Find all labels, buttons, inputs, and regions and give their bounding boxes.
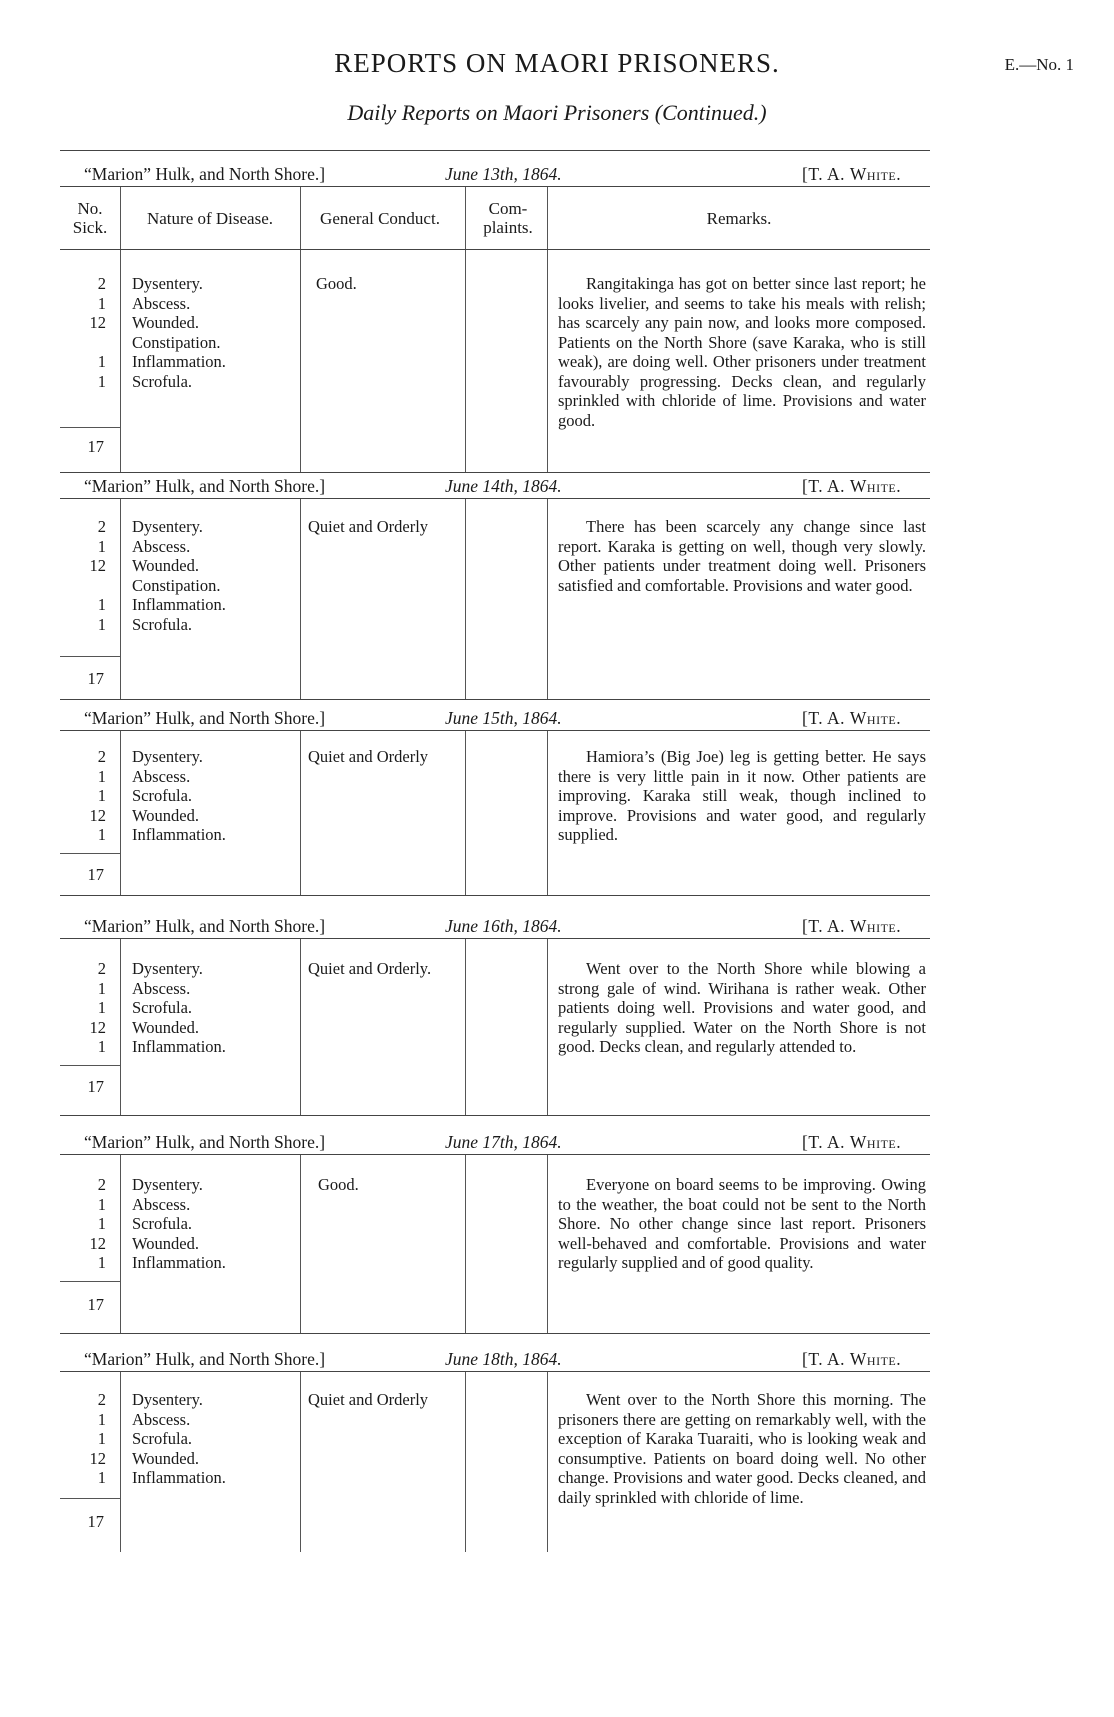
remarks-text: Rangitakinga has got on better since last report; he looks livelier, and seems to take his meals with relish; has scarcely any pain now, and looks more composed. Patients on the North Shore (save Karaka, who is still weak), are doing well. Other prisoners under treatment favourably progressing. Decks clean, and regularly sprinkled with chloride of lime. Provisions and water good. [558, 274, 926, 430]
report-june-15 [60, 704, 930, 896]
report-body [60, 730, 930, 896]
total-sick: 17 [87, 1077, 104, 1096]
report-location: “Marion” Hulk, and North Shore.] [84, 1132, 326, 1152]
report-header [60, 472, 930, 498]
report-location: “Marion” Hulk, and North Shore.] [84, 708, 326, 728]
report-body [60, 1371, 930, 1552]
report-header [60, 704, 930, 730]
total-sick: 17 [87, 865, 104, 884]
report-date: June 17th, 1864. [445, 1132, 562, 1152]
report-june-14 [60, 472, 930, 700]
report-date: June 13th, 1864. [445, 164, 562, 184]
sick-counts: 2 1 12 1 1 [89, 517, 106, 634]
report-location: “Marion” Hulk, and North Shore.] [84, 916, 326, 936]
disease-list: Dysentery. Abscess. Scrofula. Wounded. Inflammation. [132, 959, 226, 1056]
general-conduct: Quiet and Orderly. [308, 959, 432, 978]
report-body [60, 1154, 930, 1334]
total-sick: 17 [87, 437, 104, 456]
report-date: June 15th, 1864. [445, 708, 562, 728]
general-conduct: Quiet and Orderly [308, 1390, 429, 1409]
col-no-sick: No. Sick. [72, 199, 108, 237]
report-officer: [T. A. White. [802, 1132, 902, 1152]
remarks-text: Went over to the North Shore this morning. The prisoners there are getting on remarkably well, with the exception of Karaka Tuaraiti, who is looking weak and consumptive. Patients on board doing well. No other change. Provisions and water good. Decks cleaned, and daily sprinkled with chloride of lime. [558, 1390, 926, 1507]
disease-list: Dysentery. Abscess. Wounded. Constipation. Inflammation. Scrofula. [132, 517, 226, 634]
general-conduct: Good. [318, 1175, 359, 1194]
report-header [60, 160, 930, 186]
report-header [60, 1128, 930, 1154]
sick-counts: 2 1 1 12 1 [89, 1175, 106, 1272]
report-june-13 [60, 160, 930, 473]
total-sick: 17 [87, 1295, 104, 1314]
report-june-18 [60, 1345, 930, 1552]
report-officer: [T. A. White. [802, 164, 902, 184]
disease-list: Dysentery. Abscess. Wounded. Constipation. Inflammation. Scrofula. [132, 274, 226, 391]
remarks-text: Hamiora’s (Big Joe) leg is getting better. He says there is very little pain in it now. Other patients are improving. Karaka still weak, though inclined to improve. Provisions and water good, and regularly supplied. [558, 747, 926, 844]
report-location: “Marion” Hulk, and North Shore.] [84, 476, 326, 496]
report-officer: [T. A. White. [802, 476, 902, 496]
report-header [60, 1345, 930, 1371]
sick-counts: 2 1 12 1 1 [89, 274, 106, 391]
report-body [60, 250, 930, 473]
remarks-text: There has been scarcely any change since last report. Karaka is getting on well, though very slowly. Other patients under treatment doing well. Prisoners satisfied and comfortable. Provisions and water good. [558, 517, 926, 595]
col-general-conduct: General Conduct. [320, 208, 440, 228]
report-header [60, 912, 930, 938]
remarks-text: Everyone on board seems to be improving. Owing to the weather, the boat could not be sent to the North Shore. No other change since last report. Prisoners well-behaved and comfortable. Provisions and water regularly supplied and of good quality. [558, 1175, 926, 1272]
remarks-text: Went over to the North Shore while blowing a strong gale of wind. Wirihana is rather weak. Other patients doing well. Provisions and water good, and regularly supplied. Water on the North Shore is not good. Decks clean, and regularly attended to. [558, 959, 926, 1056]
report-body [60, 938, 930, 1116]
report-officer: [T. A. White. [802, 916, 902, 936]
report-officer: [T. A. White. [802, 708, 902, 728]
report-date: June 18th, 1864. [445, 1349, 562, 1369]
total-sick: 17 [87, 1512, 104, 1531]
report-date: June 16th, 1864. [445, 916, 562, 936]
report-june-16 [60, 912, 930, 1116]
report-officer: [T. A. White. [802, 1349, 902, 1369]
column-headers [60, 186, 930, 250]
general-conduct: Quiet and Orderly [308, 747, 429, 766]
document-reference: E.—No. 1 [1004, 55, 1074, 74]
report-body [60, 498, 930, 700]
general-conduct: Quiet and Orderly [308, 517, 429, 536]
sick-counts: 2 1 1 12 1 [89, 747, 106, 844]
top-rule [60, 150, 930, 151]
general-conduct: Good. [316, 274, 357, 293]
report-june-17 [60, 1128, 930, 1334]
disease-list: Dysentery. Abscess. Scrofula. Wounded. Inflammation. [132, 747, 226, 844]
page-subtitle: Daily Reports on Maori Prisoners (Continued.) [347, 100, 767, 125]
sick-counts: 2 1 1 12 1 [89, 959, 106, 1056]
report-location: “Marion” Hulk, and North Shore.] [84, 1349, 326, 1369]
report-location: “Marion” Hulk, and North Shore.] [84, 164, 326, 184]
report-date: June 14th, 1864. [445, 476, 562, 496]
col-remarks: Remarks. [706, 208, 772, 228]
sick-counts: 2 1 1 12 1 [89, 1390, 106, 1487]
disease-list: Dysentery. Abscess. Scrofula. Wounded. Inflammation. [132, 1175, 226, 1272]
disease-list: Dysentery. Abscess. Scrofula. Wounded. Inflammation. [132, 1390, 226, 1487]
total-sick: 17 [87, 669, 104, 688]
col-complaints: Com- plaints. [483, 199, 533, 237]
col-nature-of-disease: Nature of Disease. [146, 208, 274, 228]
page-title: REPORTS ON MAORI PRISONERS. [334, 48, 780, 78]
